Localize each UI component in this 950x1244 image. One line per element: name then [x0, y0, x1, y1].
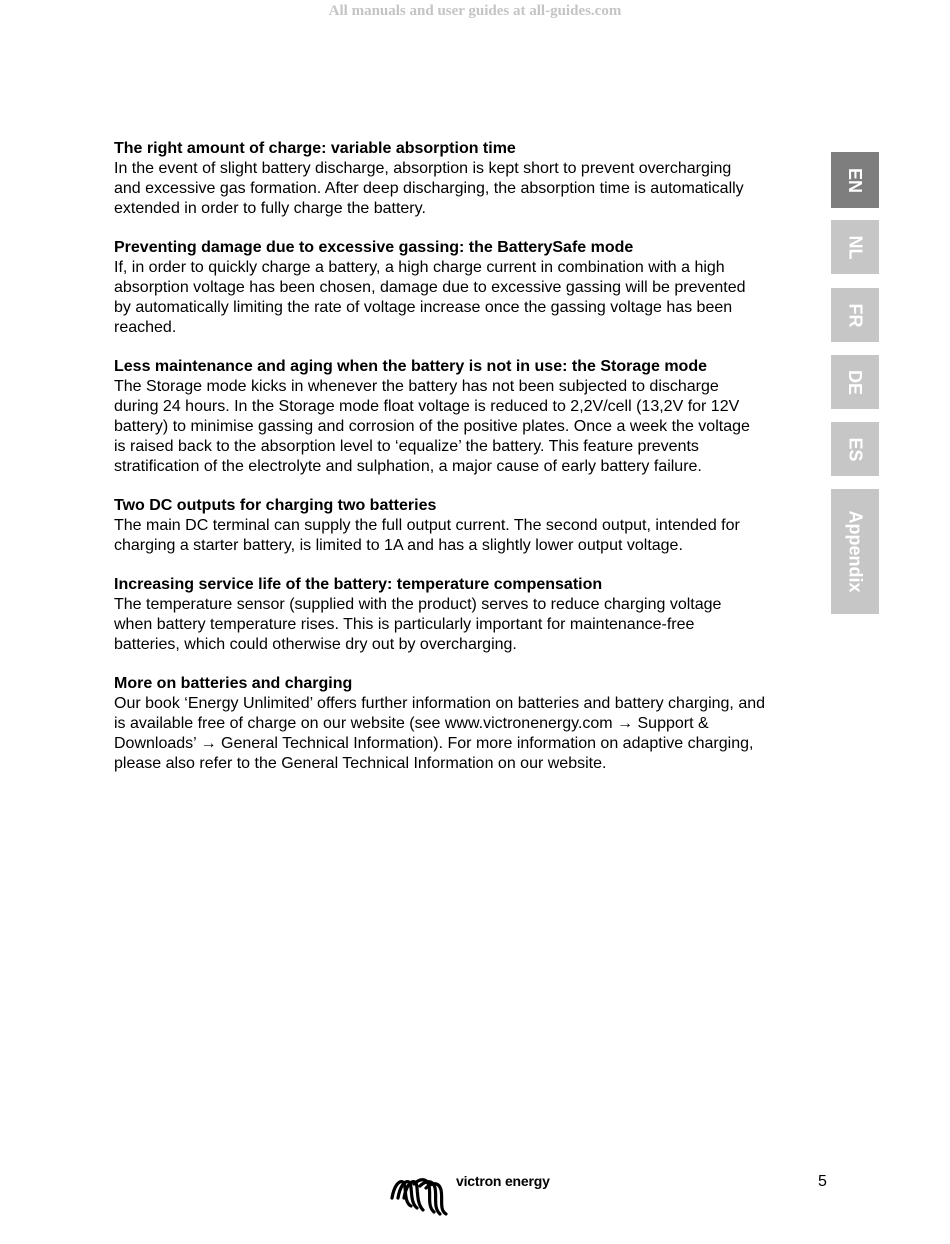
tab-en[interactable] [831, 152, 879, 208]
tab-fr[interactable] [831, 288, 879, 342]
tab-nl[interactable] [831, 220, 879, 274]
section-temperature-compensation [114, 575, 824, 655]
tab-label: FR [845, 303, 866, 327]
section-body: In the event of slight battery discharge, absorption is kept short to prevent overcharging and excessive gas formation. After deep discharging, the absorption time is automatically extended in order to fully charge the battery. [114, 160, 744, 217]
section-two-dc-outputs [114, 496, 824, 556]
section-storage-mode [114, 357, 824, 477]
section-body: The main DC terminal can supply the full output current. The second output, intended for charging a starter battery, is limited to 1A and has a slightly lower output voltage. [114, 517, 740, 554]
section-body: The Storage mode kicks in whenever the battery has not been subjected to discharge during 24 hours. In the Storage mode float voltage is reduced to 2,2V/cell (13,2V for 12V battery) to minimise gassing and corrosion of the positive plates. Once a week the voltage is raised back to the absorption level to ‘equalize’ the battery. This feature prevents stratification of the electrolyte and sulphation, a major cause of early battery failure. [114, 378, 750, 475]
tab-label: Appendix [845, 510, 866, 593]
section-heading: The right amount of charge: variable absorption time [114, 140, 516, 157]
tab-label: DE [845, 369, 866, 395]
section-more-on-batteries [114, 674, 824, 774]
main-content [114, 139, 824, 793]
section-batterysafe-mode [114, 238, 824, 338]
section-body: The temperature sensor (supplied with the product) serves to reduce charging voltage when battery temperature rises. This is particularly important for maintenance-free batteries, which could otherwise dry out by overcharging. [114, 596, 722, 653]
footer-logo [389, 1172, 559, 1218]
tab-de[interactable] [831, 355, 879, 409]
tab-appendix[interactable] [831, 489, 879, 614]
section-body: If, in order to quickly charge a battery, a high charge current in combination with a high absorption voltage has been chosen, damage due to excessive gassing will be prevented by automatically limiting the rate of voltage increase once the gassing voltage has been reached. [114, 259, 746, 336]
victron-wave-logo-icon [389, 1172, 451, 1216]
tab-es[interactable] [831, 422, 879, 476]
tab-label: ES [845, 436, 866, 462]
section-heading: Less maintenance and aging when the battery is not in use: the Storage mode [114, 358, 707, 375]
section-variable-absorption [114, 139, 824, 219]
tab-label: NL [845, 235, 866, 259]
section-heading: Two DC outputs for charging two batteries [114, 497, 437, 514]
section-body: Our book ‘Energy Unlimited’ offers further information on batteries and battery charging, and is available free of charge on our website (see www.victronenergy.com → Support & Downloads’ → General Technical Information). For more information on adaptive charging, please also refer to the General Technical Information on our website. [114, 695, 766, 772]
section-heading: Preventing damage due to excessive gassing: the BatterySafe mode [114, 239, 634, 256]
section-heading: Increasing service life of the battery: temperature compensation [114, 576, 603, 593]
section-heading: More on batteries and charging [114, 675, 353, 692]
watermark: All manuals and user guides at all-guides.com [328, 3, 622, 19]
tab-label: EN [845, 167, 866, 193]
brand-name: victron energy [456, 1173, 550, 1189]
page-number: 5 [818, 1173, 827, 1190]
